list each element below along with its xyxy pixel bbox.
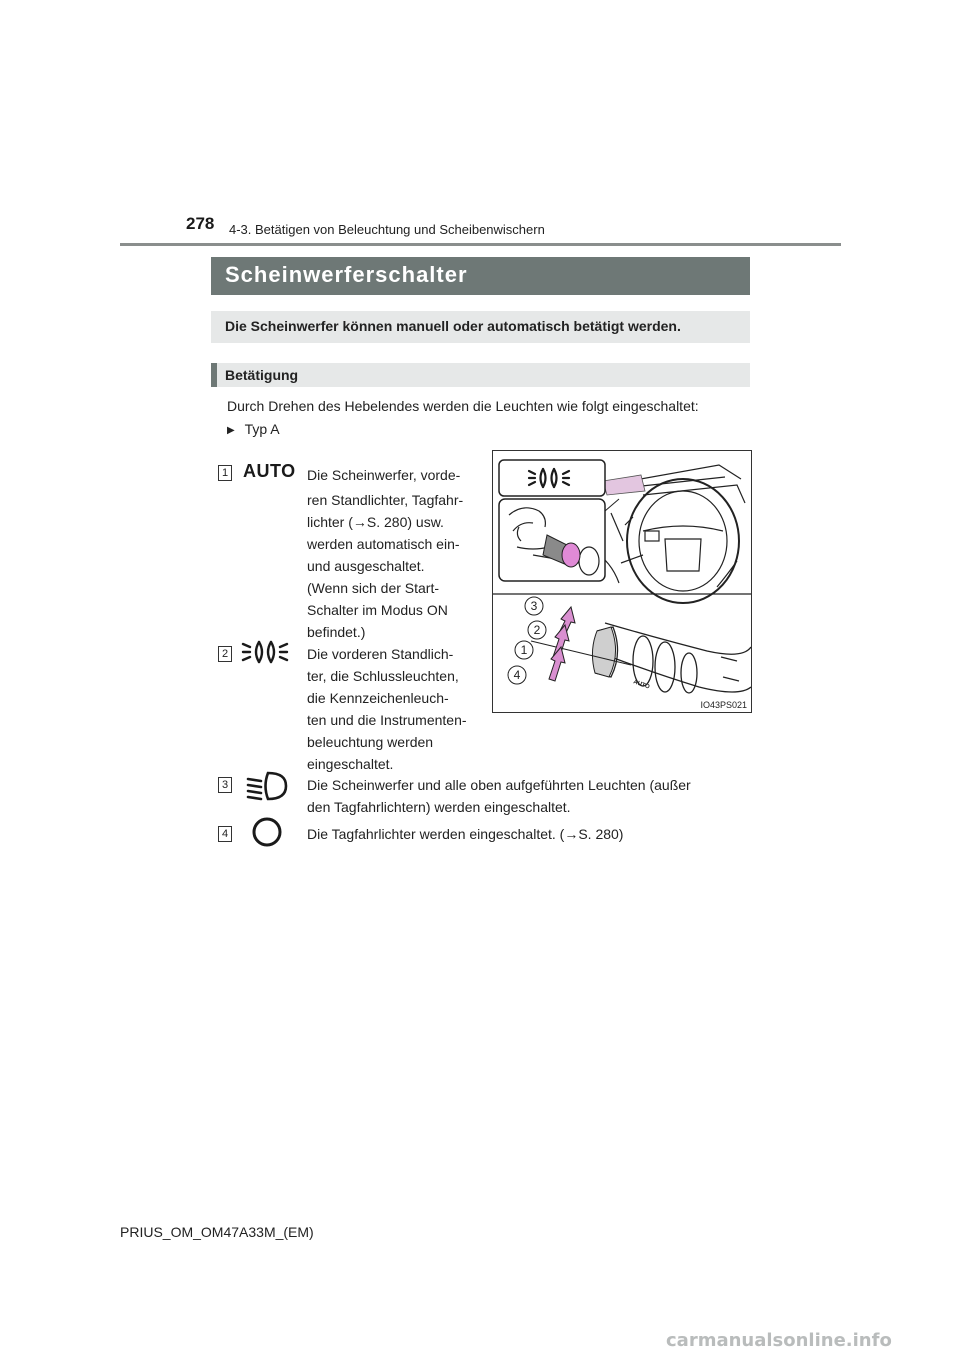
callout-4-label: 4 xyxy=(513,668,521,682)
item-1-line: lichter (→S. 280) usw. xyxy=(307,514,444,530)
type-label-text: Typ A xyxy=(244,421,280,437)
item-number: 3 xyxy=(218,777,232,793)
item-1-line: Schalter im Modus ON xyxy=(307,602,448,618)
item-2-line: ter, die Schlussleuchten, xyxy=(307,668,459,684)
triangle-bullet-icon: ▶ xyxy=(227,425,235,436)
footer-doc-id: PRIUS_OM_OM47A33M_(EM) xyxy=(120,1224,314,1240)
page-number: 278 xyxy=(186,214,215,233)
watermark: carmanualsonline.info xyxy=(666,1330,892,1351)
item-3-line: Die Scheinwerfer und alle oben aufgeführten Leuchten (außer xyxy=(307,777,691,793)
item-2-line: ten und die Instrumenten- xyxy=(307,712,467,728)
item-2-line: eingeschaltet. xyxy=(307,756,394,772)
intro-text: Die Scheinwerfer können manuell oder automatisch betätigt werden. xyxy=(225,318,681,334)
item-2-line: beleuchtung werden xyxy=(307,734,434,750)
subheading-accent xyxy=(211,363,217,387)
low-beam-icon xyxy=(244,770,288,802)
item-1-line: werden automatisch ein- xyxy=(307,536,460,552)
auto-headlight-icon: AUTO xyxy=(243,461,296,481)
item-4-text: Die Tagfahrlichter werden eingeschaltet. (→S. 280) xyxy=(307,826,624,842)
item-1-line: und ausgeschaltet. xyxy=(307,558,425,574)
callout-3-label: 3 xyxy=(530,599,538,613)
figure-code: IO43PS021 xyxy=(700,700,747,710)
item-2-line: die Kennzeichenleuch- xyxy=(307,690,449,706)
item-number: 1 xyxy=(218,465,232,481)
item-1-line: (Wenn sich der Start- xyxy=(307,580,440,596)
intro-box xyxy=(211,311,750,343)
header-rule xyxy=(120,243,841,246)
page-title: Scheinwerferschalter xyxy=(225,262,468,287)
item-3-text xyxy=(307,774,750,818)
type-label xyxy=(227,421,280,437)
daytime-running-light-icon xyxy=(251,816,283,848)
item-2-text xyxy=(307,643,478,775)
subheading: Betätigung xyxy=(225,367,299,383)
callout-2-label: 2 xyxy=(533,623,541,637)
subheading-bar xyxy=(211,363,750,387)
parking-light-icon xyxy=(241,638,289,666)
item-1-line: befindet.) xyxy=(307,624,366,640)
item-3-line: den Tagfahrlichtern) werden eingeschaltet. xyxy=(307,799,571,815)
lead-paragraph: Durch Drehen des Hebelendes werden die Leuchten wie folgt eingeschaltet: xyxy=(227,398,699,414)
item-number: 2 xyxy=(218,646,232,662)
item-2-line: Die vorderen Standlich- xyxy=(307,646,454,662)
item-1-line: ren Standlichter, Tagfahr- xyxy=(307,492,464,508)
title-bar xyxy=(211,257,750,295)
item-1-first-line: Die Scheinwerfer, vorde- xyxy=(307,467,461,483)
headlight-switch-illustration xyxy=(493,451,751,712)
switch-auto-label: AUTO xyxy=(632,679,651,691)
item-1-text xyxy=(307,489,478,643)
figure-panel xyxy=(492,450,752,713)
section-label: 4-3. Betätigen von Beleuchtung und Scheibenwischern xyxy=(229,222,545,237)
callout-1-label: 1 xyxy=(520,643,528,657)
item-number: 4 xyxy=(218,826,232,842)
